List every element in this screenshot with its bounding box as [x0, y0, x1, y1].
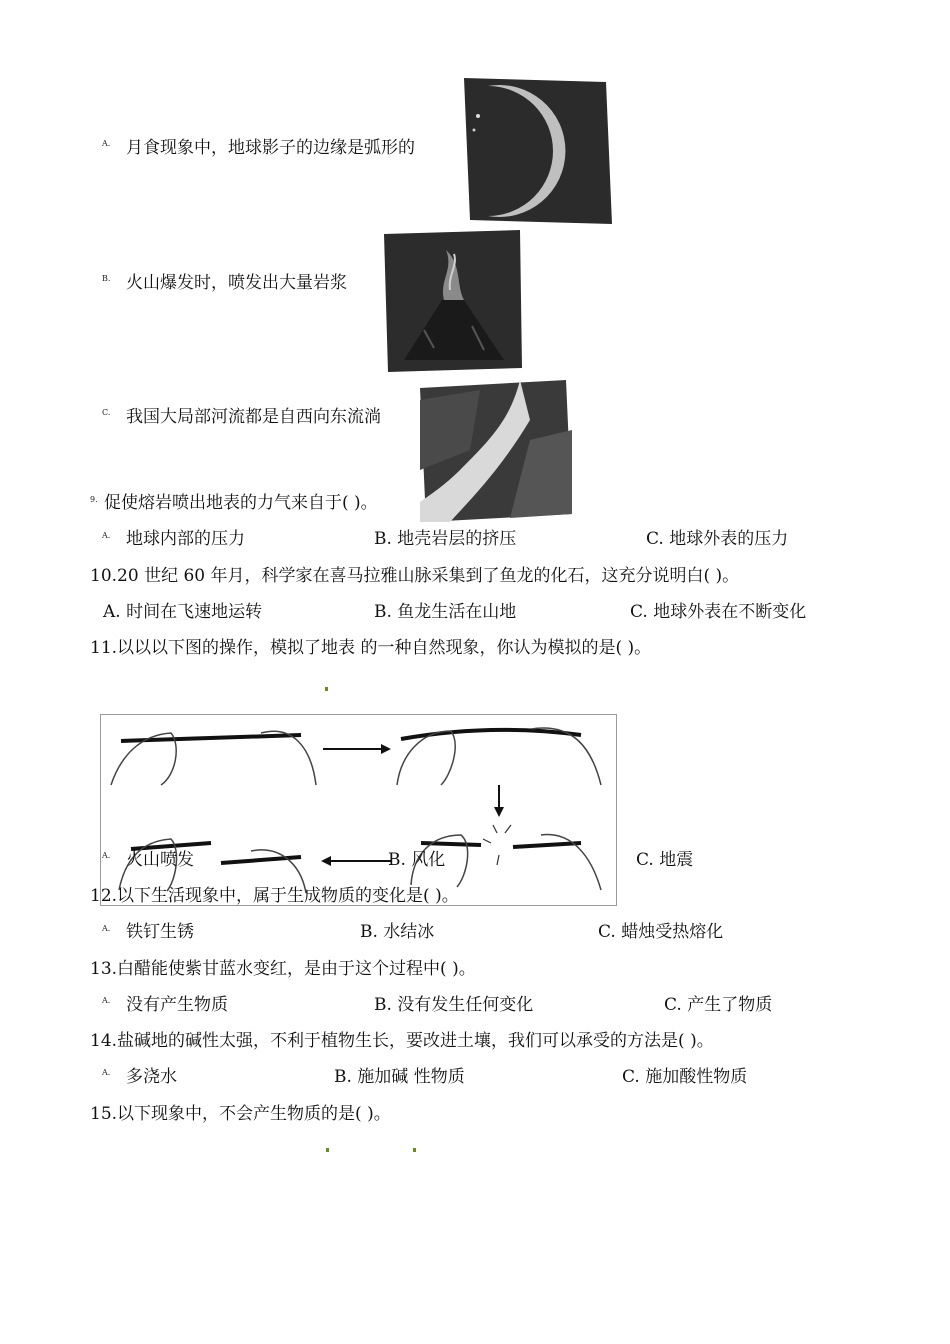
q8-b-marker: B. [102, 274, 111, 283]
stray-mark [325, 687, 328, 691]
q11-stem: 11.以以以下图的操作，模拟了地表 的一种自然现象，你认为模拟的是( )。 [90, 638, 652, 658]
q8-a-marker: A. [102, 139, 111, 148]
q8-option-b: 火山爆发时，喷发出大量岩浆 [126, 273, 347, 293]
q11-option-b: B. 风化 [388, 850, 446, 870]
q9-stem: 促使熔岩喷出地表的力气来自于( )。 [104, 493, 378, 513]
q8-option-c: 我国大局部河流都是自西向东流淌 [126, 407, 381, 427]
q12-option-c: C. 蜡烛受热熔化 [598, 922, 724, 942]
q12-option-b: B. 水结冰 [360, 922, 435, 942]
q13-a-marker: A. [102, 996, 111, 1005]
stray-mark [413, 1148, 416, 1152]
q12-stem: 12.以下生活现象中，属于生成物质的变化是( )。 [90, 886, 459, 906]
q10-option-a: A. 时间在飞速地运转 [103, 602, 263, 622]
q9-option-b: B. 地壳岩层的挤压 [374, 529, 517, 549]
q13-stem: 13.白醋能使紫甘蓝水变红，是由于这个过程中( )。 [90, 959, 476, 979]
q13-option-a: 没有产生物质 [126, 995, 228, 1015]
q10-option-c: C. 地球外表在不断变化 [630, 602, 807, 622]
q13-option-b: B. 没有发生任何变化 [374, 995, 534, 1015]
q8-c-marker: C. [102, 408, 111, 417]
q14-a-marker: A. [102, 1068, 111, 1077]
volcano-photo [384, 230, 522, 372]
q15-stem: 15.以下现象中，不会产生物质的是( )。 [90, 1104, 391, 1124]
lunar-eclipse-photo [464, 78, 612, 224]
q8-option-a: 月食现象中，地球影子的边缘是弧形的 [126, 138, 415, 158]
q14-option-c: C. 施加酸性物质 [622, 1067, 748, 1087]
q11-option-a: 火山喷发 [126, 850, 194, 870]
stray-mark [326, 1148, 329, 1152]
q12-option-a: 铁钉生锈 [126, 922, 194, 942]
q10-stem: 10.20 世纪 60 年月，科学家在喜马拉雅山脉采集到了鱼龙的化石，这充分说明白( )。 [90, 566, 740, 586]
q12-a-marker: A. [102, 924, 111, 933]
q10-option-b: B. 鱼龙生活在山地 [374, 602, 517, 622]
stick-bending-diagram [100, 714, 617, 906]
q9-option-c: C. 地球外表的压力 [646, 529, 789, 549]
q9-a-marker: A. [102, 531, 111, 540]
q14-option-a: 多浇水 [126, 1067, 177, 1087]
q9-option-a: 地球内部的压力 [126, 529, 245, 549]
q14-stem: 14.盐碱地的碱性太强，不利于植物生长，要改进土壤，我们可以承受的方法是( )。 [90, 1031, 714, 1051]
river-valley-photo [420, 380, 572, 522]
q13-option-c: C. 产生了物质 [664, 995, 773, 1015]
q11-a-marker: A. [102, 851, 111, 860]
q11-option-c: C. 地震 [636, 850, 694, 870]
q9-number: 9. [90, 495, 98, 504]
q14-option-b: B. 施加碱 性物质 [334, 1067, 465, 1087]
